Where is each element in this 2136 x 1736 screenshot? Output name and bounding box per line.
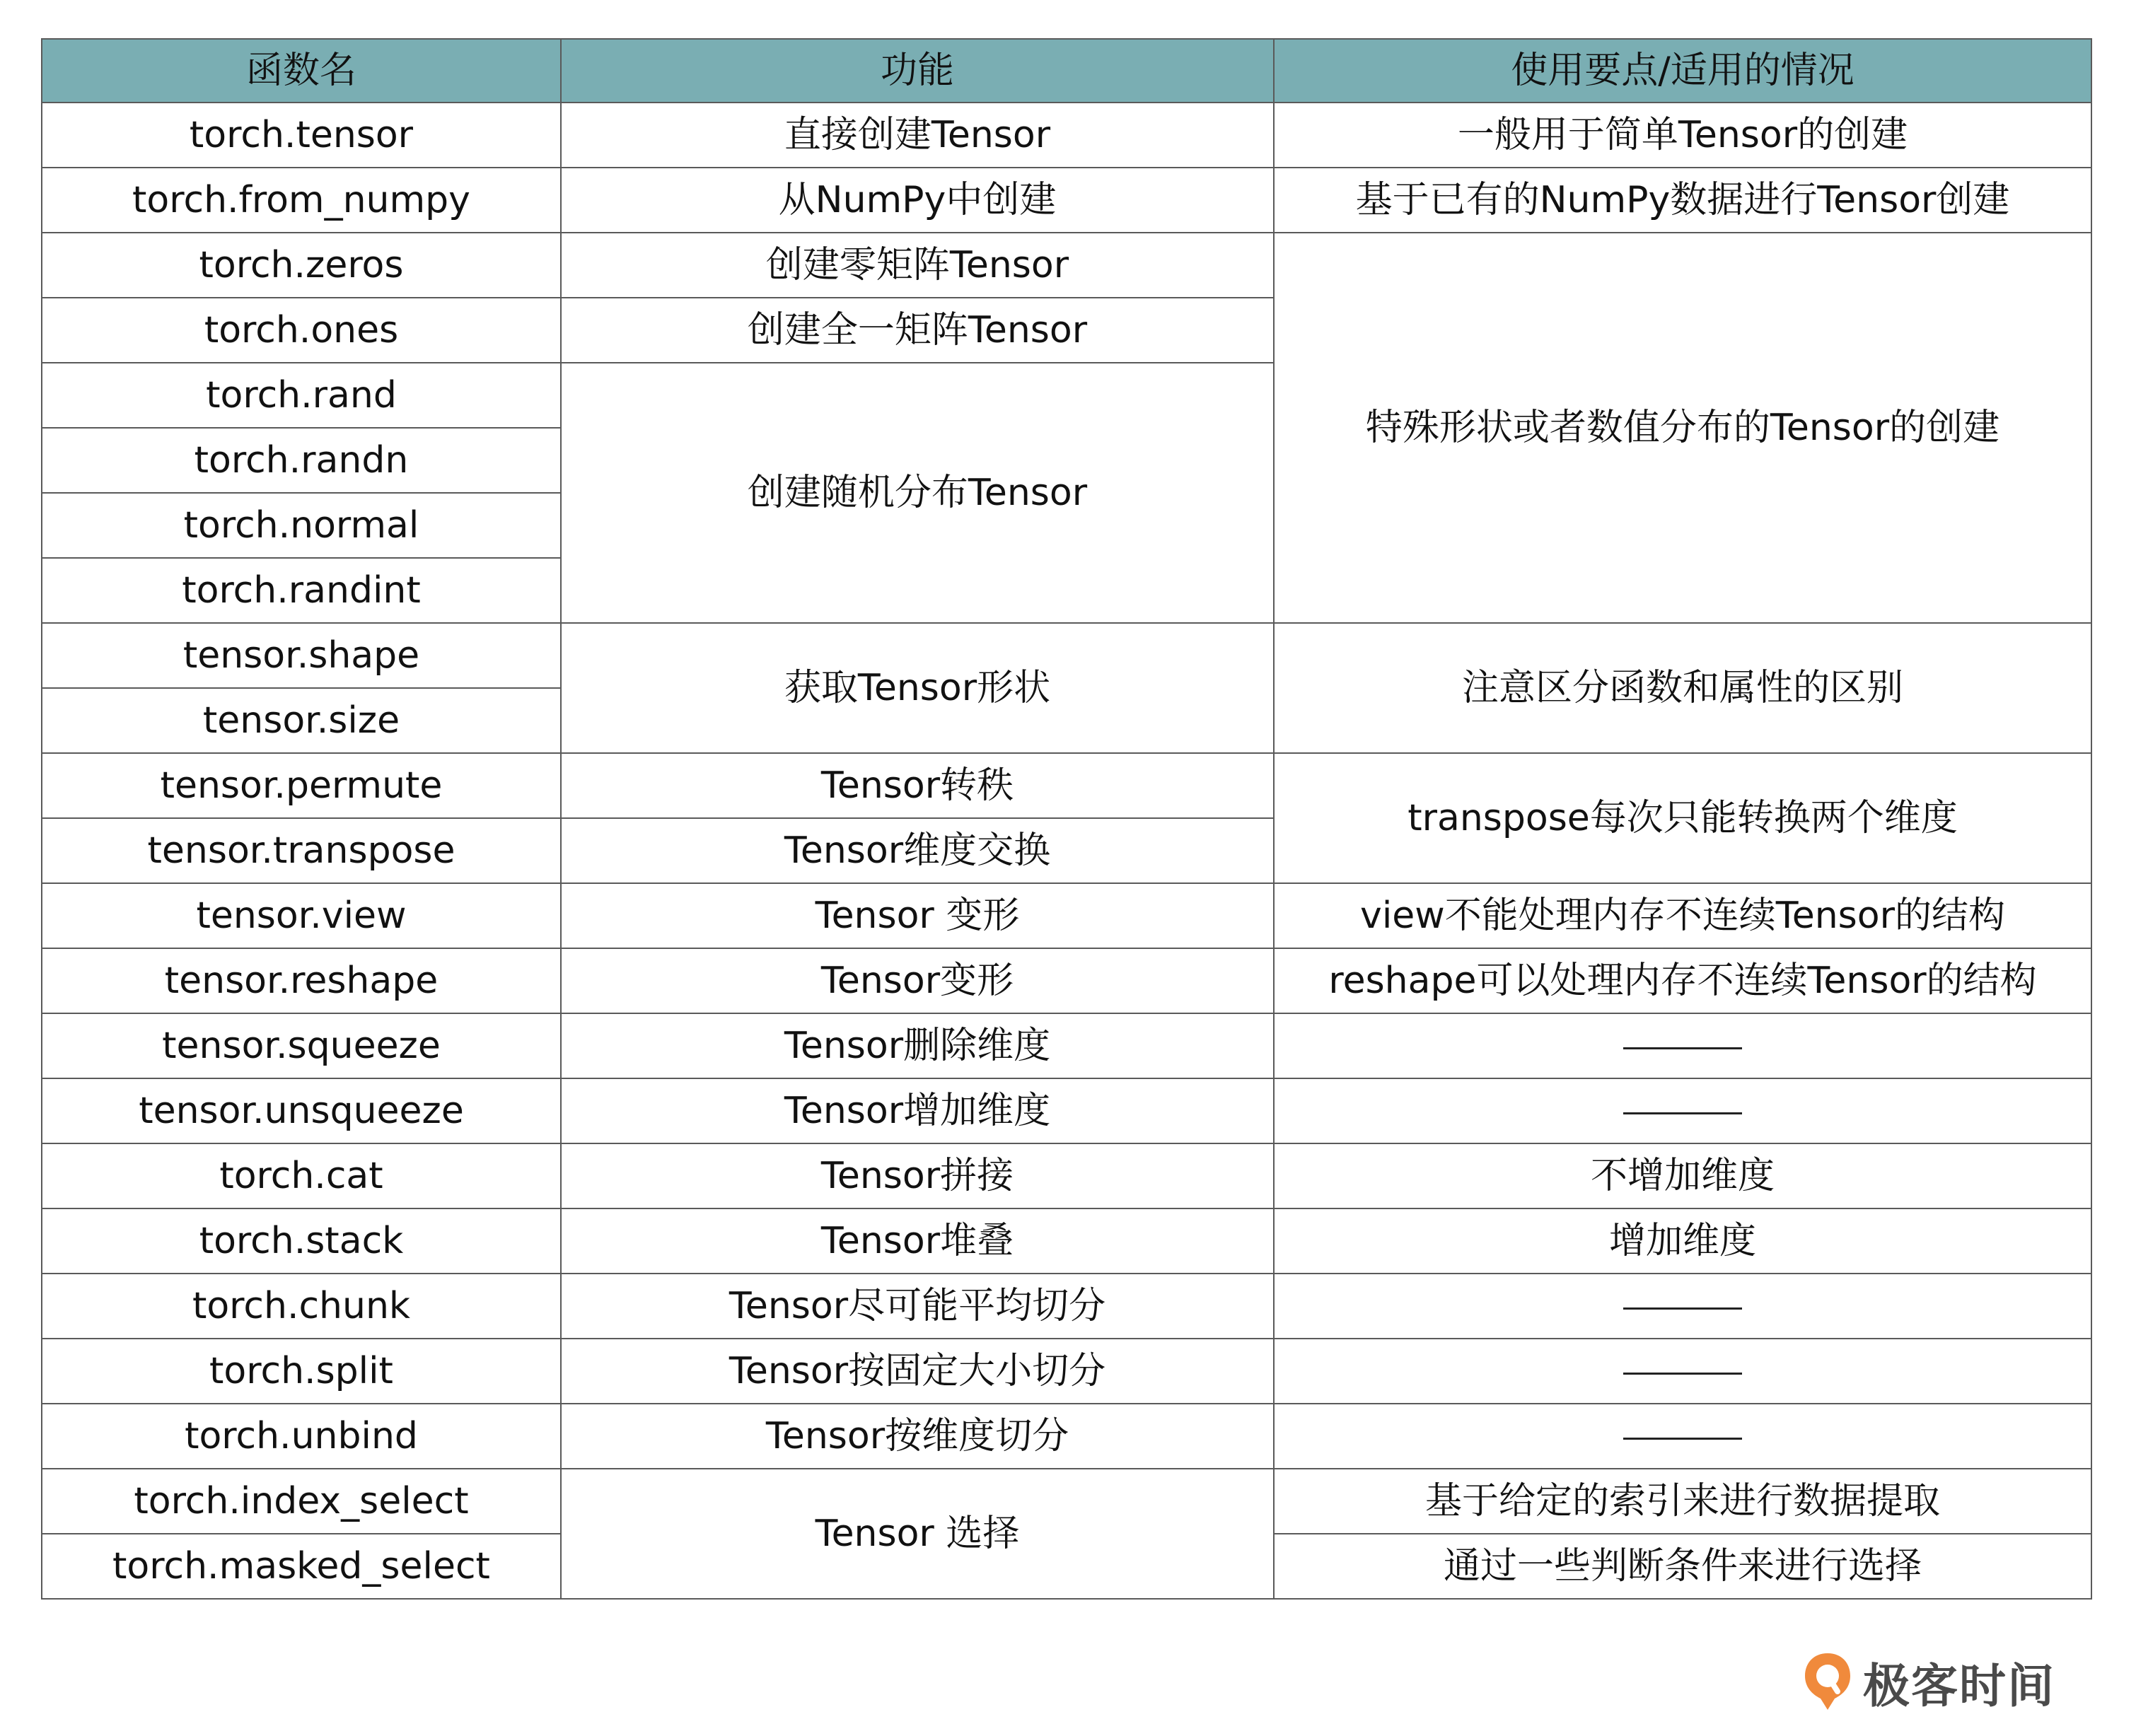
func-cell: torch.ones [42, 298, 561, 363]
func-cell: torch.randn [42, 428, 561, 493]
note-cell [1274, 1339, 2091, 1404]
table-row [42, 883, 2091, 948]
note-cell: reshape可以处理内存不连续Tensor的结构 [1274, 948, 2091, 1013]
note-cell: view不能处理内存不连续Tensor的结构 [1274, 883, 2091, 948]
table-row [42, 753, 2091, 818]
feature-cell: 从NumPy中创建 [561, 168, 1274, 233]
header-row [42, 39, 2091, 103]
header-feature: 功能 [561, 39, 1274, 103]
func-cell: tensor.reshape [42, 948, 561, 1013]
dash-placeholder [1623, 1112, 1742, 1114]
feature-cell: Tensor维度交换 [561, 818, 1274, 883]
table-row [42, 103, 2091, 168]
feature-cell: Tensor增加维度 [561, 1078, 1274, 1143]
table-row [42, 233, 2091, 298]
geektime-logo [1802, 1646, 2055, 1717]
table-row [42, 1208, 2091, 1274]
feature-cell: Tensor按固定大小切分 [561, 1339, 1274, 1404]
geektime-logo-icon [1802, 1650, 1853, 1713]
feature-cell: 创建随机分布Tensor [561, 363, 1274, 623]
logo-text: 极客时间 [1863, 1658, 2055, 1713]
table-row [42, 1143, 2091, 1208]
header-usage-notes: 使用要点/适用的情况 [1274, 39, 2091, 103]
feature-cell: Tensor变形 [561, 948, 1274, 1013]
func-cell: torch.unbind [42, 1404, 561, 1469]
feature-cell: Tensor尽可能平均切分 [561, 1274, 1274, 1339]
func-cell: torch.rand [42, 363, 561, 428]
feature-cell: Tensor删除维度 [561, 1013, 1274, 1078]
note-cell [1274, 1404, 2091, 1469]
feature-cell: 创建全一矩阵Tensor [561, 298, 1274, 363]
note-cell [1274, 1013, 2091, 1078]
table-row [42, 1274, 2091, 1339]
table-row [42, 1469, 2091, 1534]
note-cell: 注意区分函数和属性的区别 [1274, 623, 2091, 753]
table-row [42, 168, 2091, 233]
feature-cell: 创建零矩阵Tensor [561, 233, 1274, 298]
feature-cell: Tensor 变形 [561, 883, 1274, 948]
func-cell: torch.cat [42, 1143, 561, 1208]
feature-cell: 获取Tensor形状 [561, 623, 1274, 753]
feature-cell: Tensor堆叠 [561, 1208, 1274, 1274]
header-function-name: 函数名 [42, 39, 561, 103]
func-cell: torch.stack [42, 1208, 561, 1274]
func-cell: tensor.unsqueeze [42, 1078, 561, 1143]
func-cell: torch.tensor [42, 103, 561, 168]
table-row [42, 1013, 2091, 1078]
func-cell: torch.normal [42, 493, 561, 558]
func-cell: tensor.permute [42, 753, 561, 818]
note-cell: 基于已有的NumPy数据进行Tensor创建 [1274, 168, 2091, 233]
feature-cell: Tensor转秩 [561, 753, 1274, 818]
dash-placeholder [1623, 1438, 1742, 1440]
func-cell: torch.randint [42, 558, 561, 623]
func-cell: tensor.shape [42, 623, 561, 688]
feature-cell: Tensor 选择 [561, 1469, 1274, 1599]
table-row [42, 1078, 2091, 1143]
note-cell: 通过一些判断条件来进行选择 [1274, 1534, 2091, 1599]
api-table [41, 38, 2092, 1600]
feature-cell: Tensor拼接 [561, 1143, 1274, 1208]
table-row [42, 948, 2091, 1013]
func-cell: tensor.transpose [42, 818, 561, 883]
table-row [42, 1404, 2091, 1469]
table-row [42, 623, 2091, 688]
func-cell: torch.from_numpy [42, 168, 561, 233]
note-cell: 增加维度 [1274, 1208, 2091, 1274]
note-cell [1274, 1274, 2091, 1339]
note-cell: 基于给定的索引来进行数据提取 [1274, 1469, 2091, 1534]
func-cell: tensor.squeeze [42, 1013, 561, 1078]
dash-placeholder [1623, 1047, 1742, 1049]
note-cell: 一般用于简单Tensor的创建 [1274, 103, 2091, 168]
note-cell: 特殊形状或者数值分布的Tensor的创建 [1274, 233, 2091, 623]
feature-cell: Tensor按维度切分 [561, 1404, 1274, 1469]
dash-placeholder [1623, 1307, 1742, 1310]
func-cell: torch.masked_select [42, 1534, 561, 1599]
note-cell [1274, 1078, 2091, 1143]
func-cell: torch.chunk [42, 1274, 561, 1339]
note-cell: 不增加维度 [1274, 1143, 2091, 1208]
func-cell: torch.zeros [42, 233, 561, 298]
func-cell: torch.index_select [42, 1469, 561, 1534]
table-row [42, 1339, 2091, 1404]
func-cell: torch.split [42, 1339, 561, 1404]
func-cell: tensor.view [42, 883, 561, 948]
note-cell: transpose每次只能转换两个维度 [1274, 753, 2091, 883]
feature-cell: 直接创建Tensor [561, 103, 1274, 168]
dash-placeholder [1623, 1373, 1742, 1375]
func-cell: tensor.size [42, 688, 561, 753]
